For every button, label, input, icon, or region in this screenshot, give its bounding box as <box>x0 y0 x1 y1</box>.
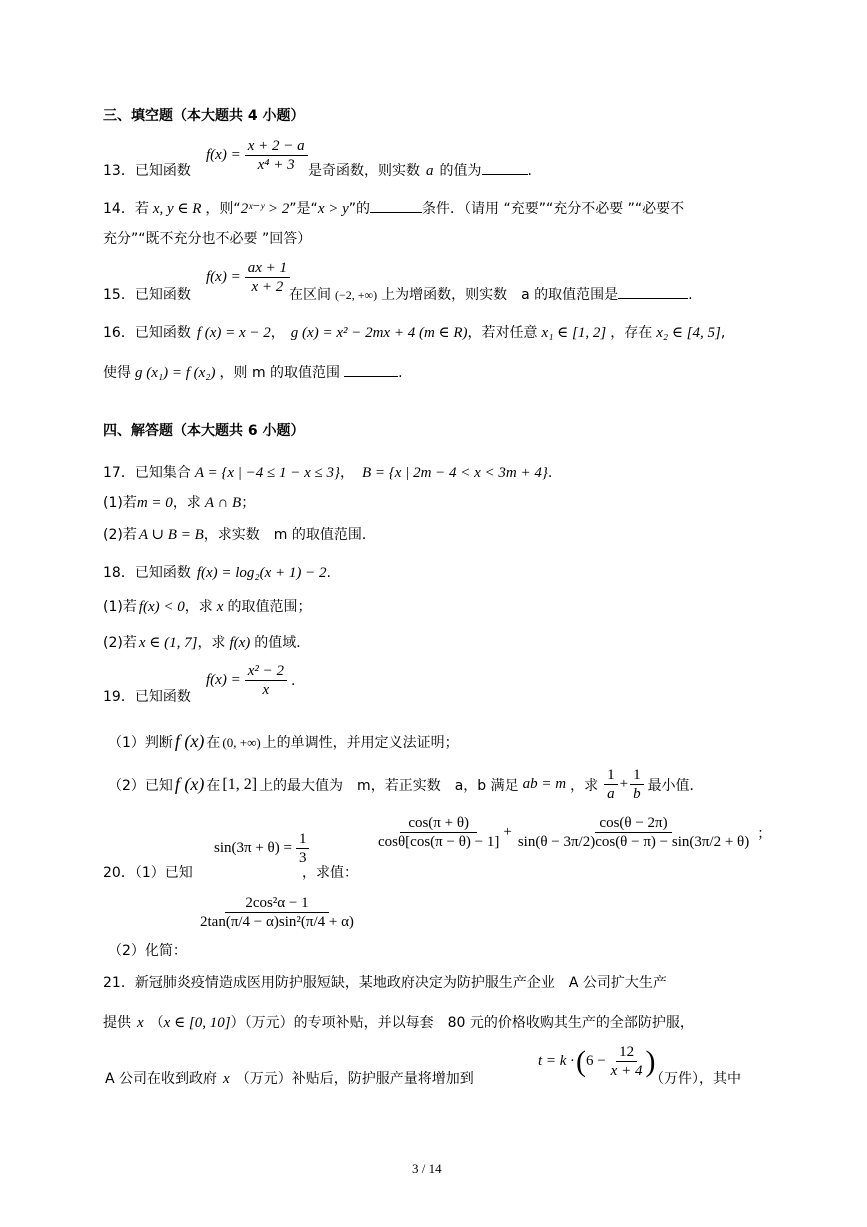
q16-line1: 16．已知函数 f (x) = x − 2， g (x) = x² − 2mx + 4 (m ∈ R)，若对任意 x₁ ∈ [1, 2] ，存在 x₂ ∈ [4, 5], <box>103 325 726 341</box>
q21-line2: 提供 x （x ∈ [0, 10]）（万元）的专项补贴，并以每套 80 元的价格收购其生产的全部防护服， <box>103 1015 694 1031</box>
q16-line2: 使得 g (x₁) = f (x₂) ，则 m 的取值范围 . <box>103 362 403 382</box>
one-over-a: $\frac{1}{a}$ <box>604 766 618 803</box>
q17-part1: (1)若m = 0，求 A ∩ B； <box>103 495 256 511</box>
answer-blank <box>618 284 688 299</box>
q18-line1: 18．已知函数 f(x) = log₂(x + 1) − 2. <box>103 565 331 581</box>
q21-formula: t = k · ( 6 − $\frac{12}{x + 4}$ ) <box>538 1044 656 1079</box>
answer-blank <box>482 160 528 175</box>
q19-part1: （1）判断 f (x) 在 (0, +∞) 上的单调性，并用定义法证明； <box>108 731 459 751</box>
section-title: 四、解答题（本大题共 6 小题） <box>103 423 305 439</box>
page-number: 3 / 14 <box>412 1161 442 1176</box>
section-title: 三、填空题（本大题共 4 小题） <box>103 108 305 124</box>
q13-fraction: $\frac{x + 2 - a}{\text{x⁴ + 3}}$ <box>245 137 308 174</box>
q21-line1: 21．新冠肺炎疫情造成医用防护服短缺，某地政府决定为防护服生产企业 A 公司扩大生产 <box>103 975 667 991</box>
one-over-b: $\frac{1}{b}$ <box>630 766 644 803</box>
q19-fraction: $\frac{\text{x² − 2}}{x}$ <box>245 662 287 699</box>
q20-fraction-2: $\frac{\cos(\theta - 2\pi)}{\sin(\theta - 3\pi/2)\cos(\theta - \pi) - \sin(3\pi/2 + \theta)}$ <box>517 815 750 850</box>
q13-text: 是奇函数，则实数 a 的值为 . <box>308 160 532 180</box>
answer-blank <box>370 198 422 213</box>
q13-formula: f(x) = $\frac{x + 2 - a}{\text{x⁴ + 3}}$ <box>206 137 308 174</box>
answer-blank <box>344 362 398 377</box>
q15-formula: f(x) = $\frac{ax + 1}{x + 2}$ <box>206 259 290 296</box>
q19-part2: （2）已知 f (x) 在 [1, 2] 上的最大值为 m，若正实数 a，b 满足 ab = m ，求 $\frac{1}{a}$ + $\frac{1}{b}$ 最小值． <box>108 767 704 802</box>
q20-given: sin(3π + θ) = $\frac{1}{3}$ <box>214 830 309 867</box>
q20-fraction-3: $\frac{\text{2cos²α − 1}}{\text{2tan(π/4 − α)sin²(π/4 + α)}}$ <box>200 895 354 930</box>
q20-number: 20．（1）已知 <box>103 865 193 881</box>
q21-tail: （万件），其中 <box>650 1071 741 1087</box>
q20-part2: （2）化简： <box>108 943 187 959</box>
q18-part1: (1)若 f(x) < 0，求 x 的取值范围； <box>103 599 312 615</box>
q20-expression: $\frac{\cos(\pi + \theta)}{\cos\theta[\cos(\pi - \theta) - 1]}$ + $\frac{\cos(\theta - 2\pi)}{\sin(\theta - 3\pi/2)\cos(\theta - \pi) - \sin(3\pi/2 + \theta)}$ ； <box>378 815 772 850</box>
q20-fraction-1: $\frac{\cos(\pi + \theta)}{\cos\theta[\cos(\pi - \theta) - 1]}$ <box>378 815 500 850</box>
q13-number: 13．已知函数 <box>103 163 191 179</box>
q20-ask: ，求值： <box>302 865 358 881</box>
q17-part2: (2)若 A ∪ B = B，求实数 m 的取值范围． <box>103 527 376 543</box>
q14-line1: 14．若 x, y ∈ R ，则“2ˣ⁻ʸ > 2”是“x > y”的 条件．（请用 “充要”“充分不必要 ”“必要不 <box>103 198 684 218</box>
q18-part2: (2)若 x ∈ (1, 7]，求 f(x) 的值域． <box>103 635 311 651</box>
q17-line1: 17．已知集合 A = {x | −4 ≤ 1 − x ≤ 3}， B = {x | 2m − 4 < x < 3m + 4}. <box>103 465 553 481</box>
q15-fraction: $\frac{ax + 1}{x + 2}$ <box>245 259 290 296</box>
q14-line2: 充分”“既不充分也不必要 ”回答） <box>103 231 312 247</box>
q20-expression-2 <box>196 894 358 931</box>
q15-number: 15．已知函数 <box>103 287 191 303</box>
q19-number: 19．已知函数 <box>103 689 191 705</box>
q21-line3: A 公司在收到政府 x （万元）补贴后，防护服产量将增加到 <box>105 1071 474 1087</box>
q19-formula: f(x) = $\frac{\text{x² − 2}}{x}$ . <box>206 663 296 698</box>
q15-text: 在区间 (−2, +∞) 上为增函数，则实数 a 的取值范围是 . <box>289 284 693 304</box>
